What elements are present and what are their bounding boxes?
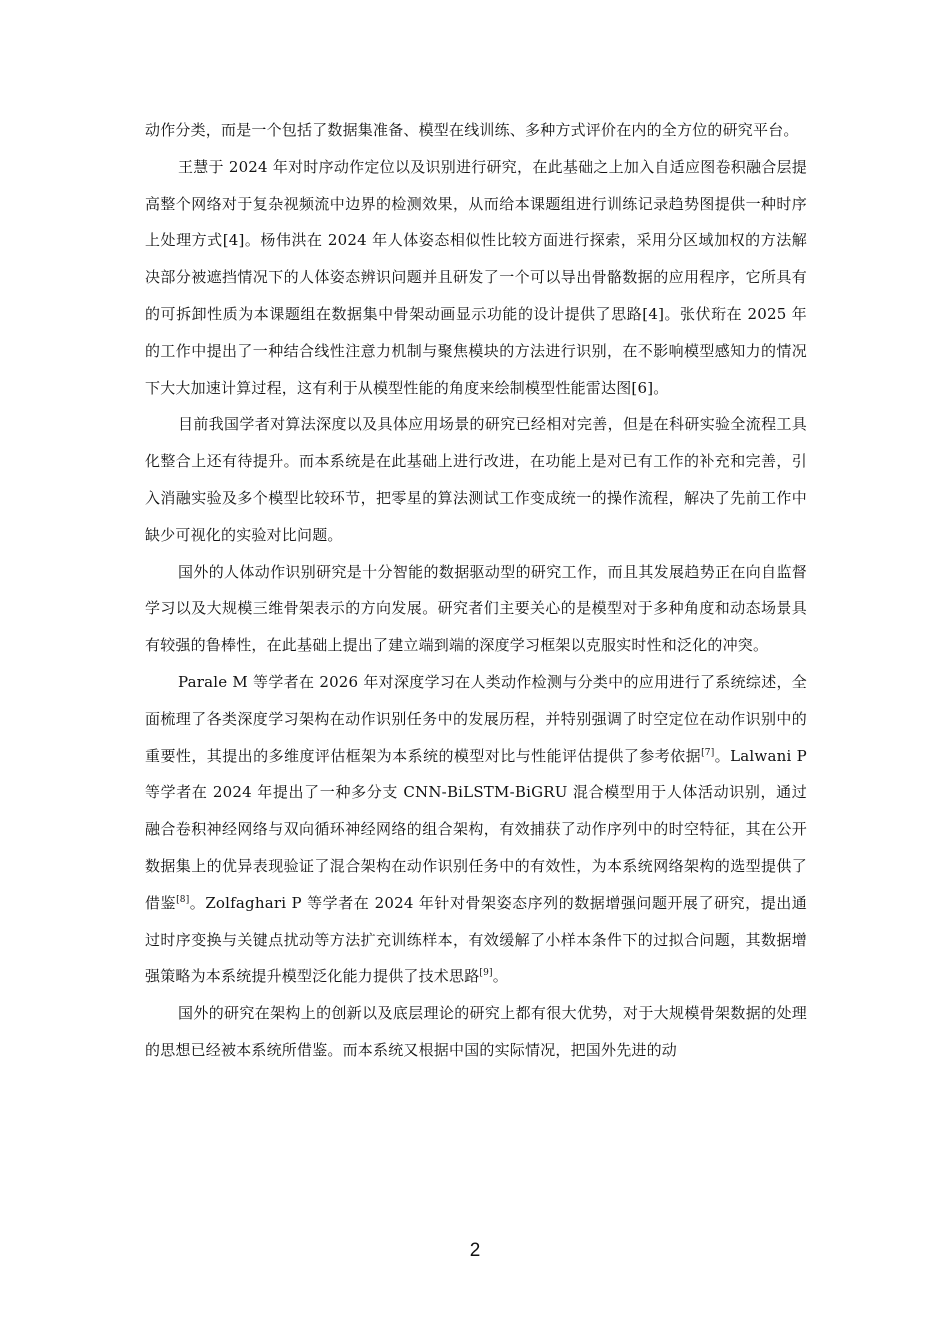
paragraph-4-text-d: 。 (492, 967, 508, 986)
paragraph-4 (145, 664, 807, 995)
paragraph-5 (145, 995, 807, 1069)
page-number: 2 (469, 1240, 481, 1261)
citation-8: [8] (176, 894, 190, 905)
paragraph-4-text-c: 。Zolfaghari P 等学者在 2024 年针对骨架姿态序列的数据增强问题开展了研究，提出通过时序变换与关键点扰动等方法扩充训练样本，有效缓解了小样本条件下的过拟合问题，其数据增强策略为本系统提升模型泛化能力提供了技术思路 (145, 893, 807, 986)
paragraph-0-text: 动作分类，而是一个包括了数据集准备、模型在线训练、多种方式评价在内的全方位的研究平台。 (145, 121, 799, 139)
paragraph-3 (145, 554, 807, 664)
paragraph-0 (145, 112, 807, 149)
paragraph-3-text: 国外的人体动作识别研究是十分智能的数据驱动型的研究工作，而且其发展趋势正在向自监督学习以及大规模三维骨架表示的方向发展。研究者们主要关心的是模型对于多种角度和动态场景具有较强的鲁棒性，在此基础上提出了建立端到端的深度学习框架以克服实时性和泛化的冲突。 (145, 562, 807, 655)
paragraph-4-text-b: 。Lalwani P 等学者在 2024 年提出了一种多分支 CNN-BiLSTM-BiGRU 混合模型用于人体活动识别，通过融合卷积神经网络与双向循环神经网络的组合架构，有效捕获了动作序列中的时空特征，其在公开数据集上的优异表现验证了混合架构在动作识别任务中的有效性，为本系统网络架构的选型提供了借鉴 (145, 746, 807, 912)
paragraph-1-text: 王慧于 2024 年对时序动作定位以及识别进行研究，在此基础之上加入自适应图卷积融合层提高整个网络对于复杂视频流中边界的检测效果，从而给本课题组进行训练记录趋势图提供一种时序上处理方式[4]。杨伟洪在 2024 年人体姿态相似性比较方面进行探索，采用分区域加权的方法解决部分被遮挡情况下的人体姿态辨识问题并且研发了一个可以导出骨骼数据的应用程序，它所具有的可拆卸性质为本课题组在数据集中骨架动画显示功能的设计提供了思路[4]。张伏珩在 2025 年的工作中提出了一种结合线性注意力机制与聚焦模块的方法进行识别，在不影响模型感知力的情况下大大加速计算过程，这有利于从模型性能的角度来绘制模型性能雷达图[6]。 (145, 157, 807, 397)
document-body (145, 112, 807, 1069)
paragraph-1 (145, 149, 807, 407)
citation-9: [9] (479, 968, 493, 979)
paragraph-2-text: 目前我国学者对算法深度以及具体应用场景的研究已经相对完善，但是在科研实验全流程工具化整合上还有待提升。而本系统是在此基础上进行改进，在功能上是对已有工作的补充和完善，引入消融实验及多个模型比较环节，把零星的算法测试工作变成统一的操作流程，解决了先前工作中缺少可视化的实验对比问题。 (145, 415, 807, 544)
paragraph-2 (145, 406, 807, 553)
paragraph-4-text-a: Parale M 等学者在 2026 年对深度学习在人类动作检测与分类中的应用进行了系统综述，全面梳理了各类深度学习架构在动作识别任务中的发展历程，并特别强调了时空定位在动作识别中的重要性，其提出的多维度评估框架为本系统的模型对比与性能评估提供了参考依据 (145, 672, 807, 765)
paragraph-5-text: 国外的研究在架构上的创新以及底层理论的研究上都有很大优势，对于大规模骨架数据的处理的思想已经被本系统所借鉴。而本系统又根据中国的实际情况，把国外先进的动 (145, 1004, 807, 1059)
citation-7: [7] (701, 747, 715, 758)
